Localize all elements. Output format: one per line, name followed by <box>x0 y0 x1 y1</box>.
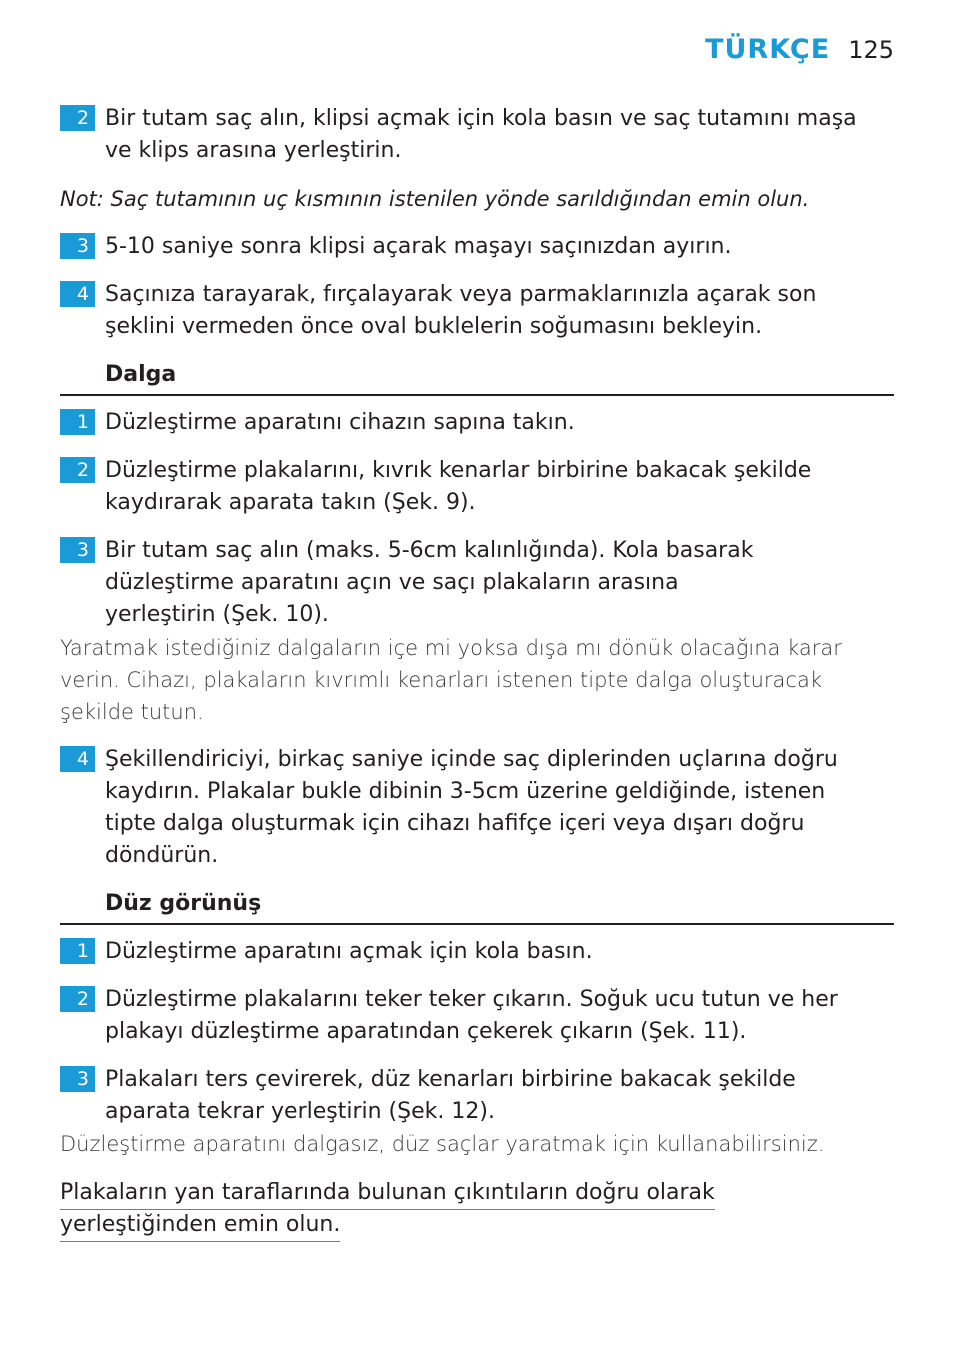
step-text-line: Saçınıza tarayarak, fırçalayarak veya parmaklarınızla açarak son <box>105 282 817 307</box>
step-4-dalga <box>60 744 894 872</box>
step-text-line: Bir tutam saç alın (maks. 5-6cm kalınlığında). Kola basarak <box>105 538 754 563</box>
page-header <box>705 34 894 65</box>
step-text-line: ve klips arasına yerleştirin. <box>105 138 402 163</box>
step-text-line: 5-10 saniye sonra klipsi açarak maşayı saçınızdan ayırın. <box>105 234 732 259</box>
step-text-line: Düzleştirme plakalarını teker teker çıkarın. Soğuk ucu tutun ve her <box>105 987 838 1012</box>
step-1-dalga <box>60 407 894 439</box>
section-divider <box>60 394 894 396</box>
step-text-line: yerleştirin (Şek. 10). <box>105 602 329 627</box>
step-2-curl <box>60 103 894 167</box>
tip-line: yerleştiğinden emin olun. <box>60 1209 340 1242</box>
step-number-badge: 2 <box>60 105 95 131</box>
paragraph-line: verin. Cihazı, plakaların kıvrımlı kenarları istenen tipte dalga oluşturacak <box>60 668 822 692</box>
step-text-line: şeklini vermeden önce oval buklelerin soğumasını bekleyin. <box>105 314 763 339</box>
dalga-paragraph <box>60 632 894 728</box>
note-text: Not: Saç tutamının uç kısmının istenilen yönde sarıldığından emin olun. <box>60 187 810 211</box>
step-text-line: aparata tekrar yerleştirin (Şek. 12). <box>105 1099 495 1124</box>
step-number-badge: 3 <box>60 537 95 563</box>
step-number-badge: 2 <box>60 986 95 1012</box>
step-2-duz <box>60 984 894 1048</box>
step-text-line: döndürün. <box>105 843 219 868</box>
step-3-curl <box>60 231 894 263</box>
step-text-line: düzleştirme aparatını açın ve saçı plakaların arasına <box>105 570 679 595</box>
step-number-badge: 4 <box>60 746 95 772</box>
tip-line: Plakaların yan taraflarında bulunan çıkıntıların doğru olarak <box>60 1177 715 1210</box>
step-text-line: kaydırın. Plakalar bukle dibinin 3-5cm üzerine geldiğinde, istenen <box>105 779 826 804</box>
page-number: 125 <box>848 36 894 64</box>
step-2-dalga <box>60 455 894 519</box>
paragraph-line: şekilde tutun. <box>60 700 204 724</box>
step-text-line: Düzleştirme aparatını açmak için kola basın. <box>105 939 593 964</box>
section-divider <box>60 923 894 925</box>
step-number-badge: 3 <box>60 233 95 259</box>
step-4-curl <box>60 279 894 343</box>
step-text-line: tipte dalga oluşturmak için cihazı hafifçe içeri veya dışarı doğru <box>105 811 805 836</box>
step-3-duz <box>60 1064 894 1128</box>
step-text-line: Bir tutam saç alın, klipsi açmak için kola basın ve saç tutamını maşa <box>105 106 857 131</box>
step-number-badge: 3 <box>60 1066 95 1092</box>
section-heading-dalga: Dalga <box>105 362 177 387</box>
section-heading-duz: Düz görünüş <box>105 891 262 916</box>
step-text-line: plakayı düzleştirme aparatından çekerek çıkarın (Şek. 11). <box>105 1019 747 1044</box>
step-text-line: Şekillendiriciyi, birkaç saniye içinde saç diplerinden uçlarına doğru <box>105 747 838 772</box>
step-1-duz <box>60 936 894 968</box>
step-text-line: kaydırarak aparata takın (Şek. 9). <box>105 490 476 515</box>
paragraph-line: Düzleştirme aparatını dalgasız, düz saçlar yaratmak için kullanabilirsiniz. <box>60 1132 825 1156</box>
step-number-badge: 2 <box>60 457 95 483</box>
step-number-badge: 4 <box>60 281 95 307</box>
step-number-badge: 1 <box>60 409 95 435</box>
language-label: TÜRKÇE <box>705 34 831 65</box>
step-text-line: Düzleştirme aparatını cihazın sapına takın. <box>105 410 575 435</box>
paragraph-line: Yaratmak istediğiniz dalgaların içe mi yoksa dışa mı dönük olacağına karar <box>60 636 842 660</box>
step-number-badge: 1 <box>60 938 95 964</box>
step-text-line: Plakaları ters çevirerek, düz kenarları birbirine bakacak şekilde <box>105 1067 796 1092</box>
duz-paragraph <box>60 1128 894 1160</box>
step-text-line: Düzleştirme plakalarını, kıvrık kenarlar birbirine bakacak şekilde <box>105 458 812 483</box>
step-3-dalga <box>60 535 894 631</box>
